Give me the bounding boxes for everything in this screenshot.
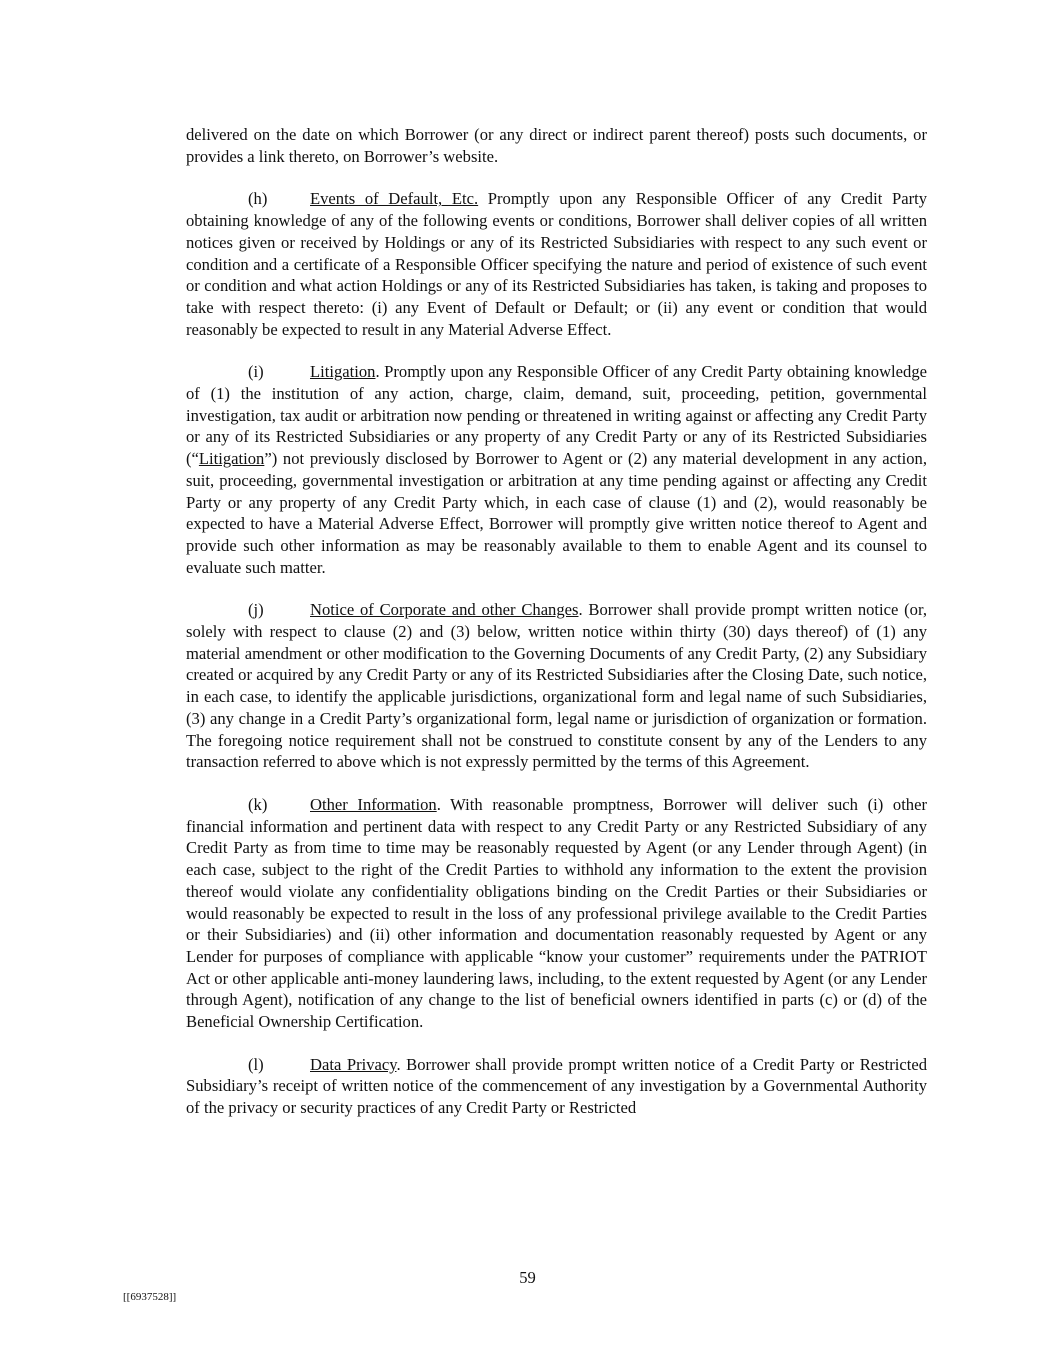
section-body: . With reasonable promptness, Borrower will deliver such (i) other financial information and pertinent data with respect to any Credit Party or any Restricted Subsidiary of any Credit Party as from time to time may be reasonably requested by Agent (or any Lender through Agent) (in each case, subject to the right of the Credit Parties to withhold any information to the extent the provision thereof would violate any confidentiality obligations binding on the Credit Parties or their Subsidiaries or would reasonably be expected to result in the loss of any professional privilege available to the Credit Parties or their Subsidiaries) and (ii) other information and documentation reasonably requested by Agent or any Lender for purposes of compliance with applicable “know your customer” requirements under the PATRIOT Act or other applicable anti-money laundering laws, including, to the extent requested by Agent (or any Lender through Agent), notification of any change to the list of beneficial owners identified in parts (c) or (d) of the Beneficial Ownership Certification.: [186, 794, 927, 1032]
section-body: Promptly upon any Responsible Officer of any Credit Party obtaining knowledge of any of the following events or conditions, Borrower shall deliver copies of all written notices given or received by Holdings or any of its Restricted Subsidiaries with respect to any such event or condition and a certificate of a Responsible Officer specifying the nature and period of existence of such event or condition and what action Holdings or any of its Restricted Subsidiaries has taken, is taking and proposes to take with respect thereto: (i) any Event of Default or Default; or (ii) any event or condition that would reasonably be expected to result in any Material Adverse Effect.: [186, 189, 927, 339]
document-id: [[6937528]]: [123, 1291, 177, 1303]
section-body-continued: ”) not previously disclosed by Borrower to Agent or (2) any material development in any action, suit, proceeding, governmental investigation or arbitration at any time pending against or affecting any Credit Party or any property of any Credit Party which, in each case of clause (1) and (2), would reasonably be expected to have a Material Adverse Effect, Borrower will promptly give written notice thereof to Agent and provide such other information as may be reasonably available to them to enable Agent and its counsel to evaluate such matter.: [186, 449, 927, 577]
section-l: [186, 1054, 927, 1119]
section-label: (i): [248, 362, 264, 382]
section-j: [186, 599, 927, 773]
section-k: [186, 794, 927, 1033]
section-heading: Litigation: [310, 362, 376, 382]
section-body: . Borrower shall provide prompt written notice (or, solely with respect to clause (2) and (3) below, written notice within thirty (30) days thereof) of (1) any material amendment or other modification to the Governing Documents of any Credit Party, (2) any Subsidiary created or acquired by any Credit Party or any of its Restricted Subsidiaries after the Closing Date, such notice, in each case, to identify the applicable jurisdictions, organizational form and legal name of such Subsidiaries, (3) any change in a Credit Party’s organizational form, legal name or jurisdiction of organization or formation. The foregoing notice requirement shall not be construed to constitute consent by any of the Lenders to any transaction referred to above which is not expressly permitted by the terms of this Agreement.: [186, 600, 927, 772]
section-label: (l): [248, 1054, 264, 1074]
section-i: [186, 361, 927, 578]
section-body: . Borrower shall provide prompt written notice of a Credit Party or Restricted Subsidiary’s receipt of written notice of the commencement of any investigation by a Governmental Authority of the privacy or security practices of any Credit Party or Restricted: [186, 1054, 927, 1118]
section-heading: Other Information: [310, 794, 437, 814]
section-label: (h): [248, 189, 268, 209]
page-number: 59: [519, 1268, 536, 1287]
section-heading: Data Privacy: [310, 1054, 397, 1074]
defined-term: Litigation: [198, 449, 265, 469]
section-label: (k): [248, 794, 268, 814]
document-body: [186, 124, 927, 1140]
section-body: . Promptly upon any Responsible Officer of any Credit Party obtaining knowledge of (1) the institution of any action, charge, claim, demand, suit, proceeding, petition, governmental investigation, tax audit or arbitration now pending or threatened in writing against or affecting any Credit Party or any of its Restricted Subsidiaries or any property of any Credit Party or any of its Restricted Subsidiaries (“: [186, 362, 927, 469]
section-h: [186, 188, 927, 340]
continuation-paragraph: delivered on the date on which Borrower (or any direct or indirect parent thereof) posts such documents, or provides a link thereto, on Borrower’s website.: [186, 125, 927, 166]
section-label: (j): [248, 600, 264, 620]
section-heading: Events of Default, Etc.: [310, 189, 479, 209]
section-heading: Notice of Corporate and other Changes: [310, 600, 579, 620]
